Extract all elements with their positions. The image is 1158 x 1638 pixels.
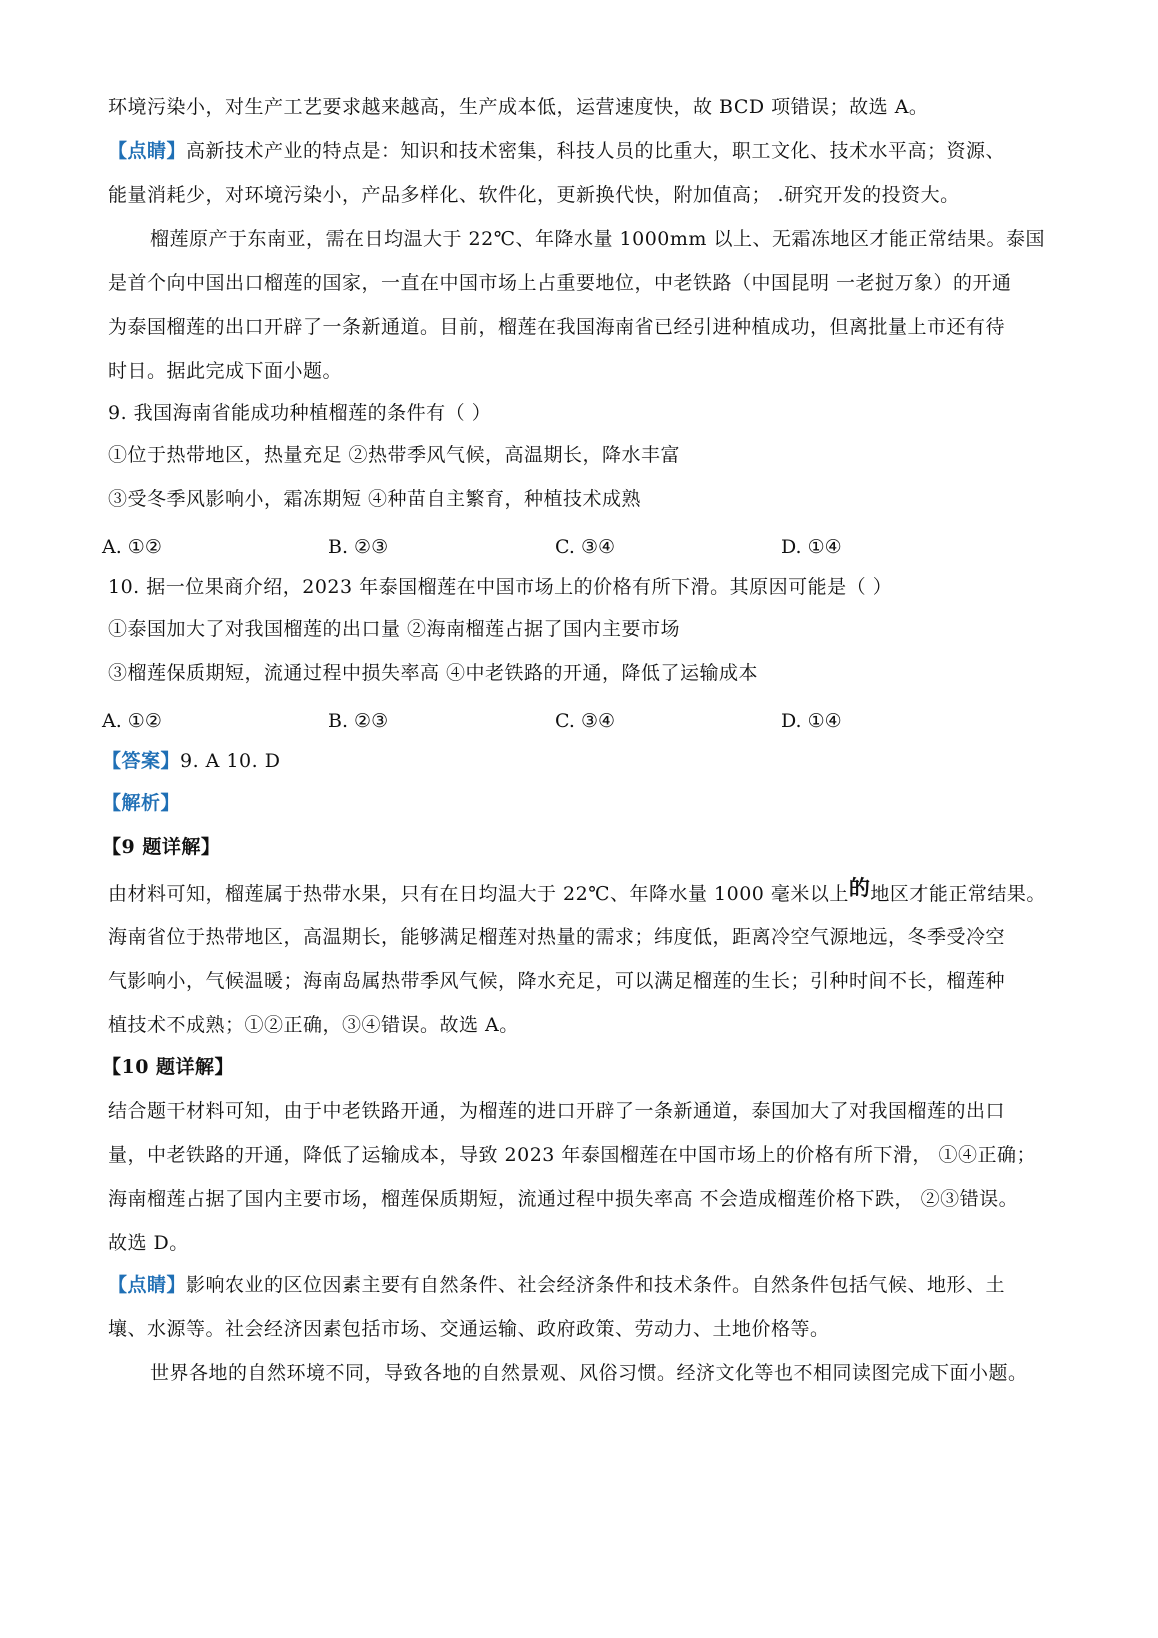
detail-10-line: 海南榴莲占据了国内主要市场，榴莲保质期短，流通过程中损失率高 不会造成榴莲价格下跌， ②③错误。 [108, 1188, 1019, 1210]
q10-option-b: B. ②③ [328, 710, 389, 732]
tip-2-line [108, 1273, 1005, 1297]
detail-10-line: 量，中老铁路的开通，降低了运输成本，导致 2023 年泰国榴莲在中国市场上的价格有所下滑， ①④正确； [108, 1144, 1036, 1166]
passage-line: 时日。据此完成下面小题。 [108, 360, 343, 382]
text-line: 环境污染小，对生产工艺要求越来越高，生产成本低，运营速度快，故 BCD 项错误；故选 A。 [108, 96, 929, 118]
text-line: 能量消耗少，对环境污染小，产品多样化、软件化，更新换代快，附加值高； .研究开发的投资大。 [108, 184, 960, 206]
question-9-statement: ①位于热带地区，热量充足 ②热带季风气候，高温期长，降水丰富 [108, 444, 681, 466]
tip-line [108, 139, 1005, 163]
q9-option-d: D. ①④ [781, 536, 842, 558]
detail-9-line [108, 875, 1046, 906]
answer-text: 9. A 10. D [180, 750, 281, 772]
detail-9-line: 植技术不成熟；①②正确，③④错误。故选 A。 [108, 1014, 519, 1036]
q9-option-b: B. ②③ [328, 536, 389, 558]
tip-2-line: 壤、水源等。社会经济因素包括市场、交通运输、政府政策、劳动力、土地价格等。 [108, 1318, 830, 1340]
detail-10-line: 故选 D。 [108, 1232, 189, 1254]
answer-tag: 【答案】 [102, 750, 181, 772]
q10-option-c: C. ③④ [555, 710, 616, 732]
question-10: 10. 据一位果商介绍，2023 年泰国榴莲在中国市场上的价格有所下滑。其原因可能是（ ） [108, 576, 893, 598]
tip-text: 高新技术产业的特点是：知识和技术密集，科技人员的比重大，职工文化、技术水平高；资源、 [186, 140, 1006, 162]
detail-9-line: 海南省位于热带地区，高温期长，能够满足榴莲对热量的需求；纬度低，距离冷空气源地远，冬季受冷空 [108, 926, 1006, 948]
tip-tag: 【点睛】 [108, 140, 187, 162]
tip-2-text: 影响农业的区位因素主要有自然条件、社会经济条件和技术条件。自然条件包括气候、地形、土 [186, 1274, 1006, 1296]
question-10-statement: ③榴莲保质期短，流通过程中损失率高 ④中老铁路的开通，降低了运输成本 [108, 662, 759, 684]
passage-line: 是首个向中国出口榴莲的国家，一直在中国市场上占重要地位，中老铁路（中国昆明 一老挝万象）的开通 [108, 272, 1012, 294]
detail-10-line: 结合题干材料可知，由于中老铁路开通，为榴莲的进口开辟了一条新通道，泰国加大了对我国榴莲的出口 [108, 1100, 1006, 1122]
passage-line: 为泰国榴莲的出口开辟了一条新通道。目前，榴莲在我国海南省已经引进种植成功，但离批量上市还有待 [108, 316, 1006, 338]
detail-9-line: 气影响小，气候温暖；海南岛属热带季风气候，降水充足，可以满足榴莲的生长；引种时间不长，榴莲种 [108, 970, 1006, 992]
answer-line [102, 749, 280, 773]
question-9: 9. 我国海南省能成功种植榴莲的条件有（ ） [108, 402, 492, 424]
tip-2-tag: 【点睛】 [108, 1274, 187, 1296]
analysis-tag: 【解析】 [102, 792, 181, 814]
question-9-statement: ③受冬季风影响小，霜冻期短 ④种苗自主繁育，种植技术成熟 [108, 488, 642, 510]
detail-9-text: 地区才能正常结果。 [870, 883, 1046, 905]
detail-9-text: 的 [848, 875, 871, 900]
detail-9-title: 【9 题详解】 [102, 836, 221, 858]
q9-option-a: A. ①② [102, 536, 162, 558]
q9-option-c: C. ③④ [555, 536, 616, 558]
detail-9-text: 由材料可知，榴莲属于热带水果，只有在日均温大于 22℃、年降水量 1000 毫米以上 [108, 883, 849, 905]
q10-option-d: D. ①④ [781, 710, 842, 732]
q10-option-a: A. ①② [102, 710, 162, 732]
question-10-statement: ①泰国加大了对我国榴莲的出口量 ②海南榴莲占据了国内主要市场 [108, 618, 681, 640]
detail-10-title: 【10 题详解】 [102, 1056, 235, 1078]
passage-line: 世界各地的自然环境不同，导致各地的自然景观、风俗习惯。经济文化等也不相同读图完成下面小题。 [150, 1362, 1028, 1384]
passage-line: 榴莲原产于东南亚，需在日均温大于 22℃、年降水量 1000mm 以上、无霜冻地区才能正常结果。泰国 [150, 228, 1045, 250]
